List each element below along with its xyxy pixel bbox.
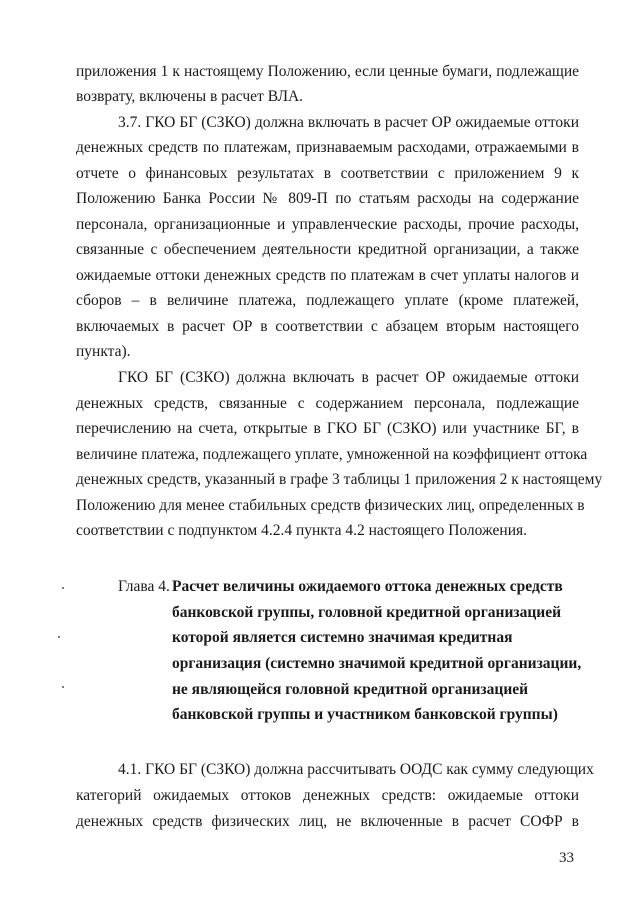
text-line: денежных средств по платежам, признаваемым расходами, отражаемыми в (76, 139, 579, 156)
chapter-title-line: не являющейся головной кредитной организацией (172, 681, 529, 698)
text-line: соответствии с подпунктом 4.2.4 пункта 4.2 настоящего Положения. (76, 522, 528, 539)
scan-speck (62, 587, 64, 589)
text-line: перечислению на счета, открытые в ГКО БГ (СЗКО) или участнике БГ, в (76, 420, 579, 437)
chapter-title-line: организация (системно значимой кредитной организации, (172, 655, 582, 672)
text-line: величине платежа, подлежащего уплате, умноженной на коэффициент оттока (76, 446, 588, 463)
text-line: денежных средств, указанный в графе 3 таблицы 1 приложения 2 к настоящему (76, 471, 603, 488)
text-line: ГКО БГ (СЗКО) должна включать в расчет ОР ожидаемые оттоки (118, 369, 579, 386)
text-line: 4.1. ГКО БГ (СЗКО) должна рассчитывать ООДС как сумму следующих (118, 761, 594, 778)
text-line: Положению для менее стабильных средств физических лиц, определенных в (76, 497, 585, 514)
text-line: 3.7. ГКО БГ (СЗКО) должна включать в расчет ОР ожидаемые оттоки (118, 114, 579, 131)
text-line: ожидаемые оттоки денежных средств по платежам в счет уплаты налогов и (76, 267, 579, 284)
text-line: персонала, организационные и управленческие расходы, прочие расходы, (76, 216, 579, 233)
chapter-label: Глава 4. (118, 578, 170, 595)
text-line: включаемых в расчет ОР в соответствии с абзацем вторым настоящего (76, 318, 579, 335)
scan-speck (62, 686, 64, 688)
text-line: возврату, включены в расчет ВЛА. (76, 88, 304, 105)
text-line: денежных средств физических лиц, не включенные в расчет СОФР в (76, 813, 579, 830)
text-line: отчете о финансовых результатах в соответствии с приложением 9 к (76, 165, 579, 182)
text-line: пункта). (76, 343, 131, 360)
text-line: Положению Банка России № 809-П по статьям расходы на содержание (76, 190, 579, 207)
text-line: денежных средств, связанные с содержанием персонала, подлежащие (76, 395, 579, 412)
chapter-title-line: Расчет величины ожидаемого оттока денежных средств (172, 578, 563, 595)
text-line: приложения 1 к настоящему Положению, если ценные бумаги, подлежащие (76, 63, 579, 80)
text-line: категорий ожидаемых оттоков денежных средств: ожидаемые оттоки (76, 787, 579, 804)
chapter-title-line: банковской группы, головной кредитной организацией (172, 604, 562, 621)
scan-speck (58, 636, 60, 638)
page-number: 33 (559, 850, 574, 866)
text-line: связанные с обеспечением деятельности кредитной организации, а также (76, 241, 579, 258)
chapter-title-line: банковской группы и участником банковской группы) (172, 706, 558, 723)
chapter-title-line: которой является системно значимая кредитная (172, 629, 513, 646)
text-line: сборов – в величине платежа, подлежащего уплате (кроме платежей, (76, 292, 579, 309)
